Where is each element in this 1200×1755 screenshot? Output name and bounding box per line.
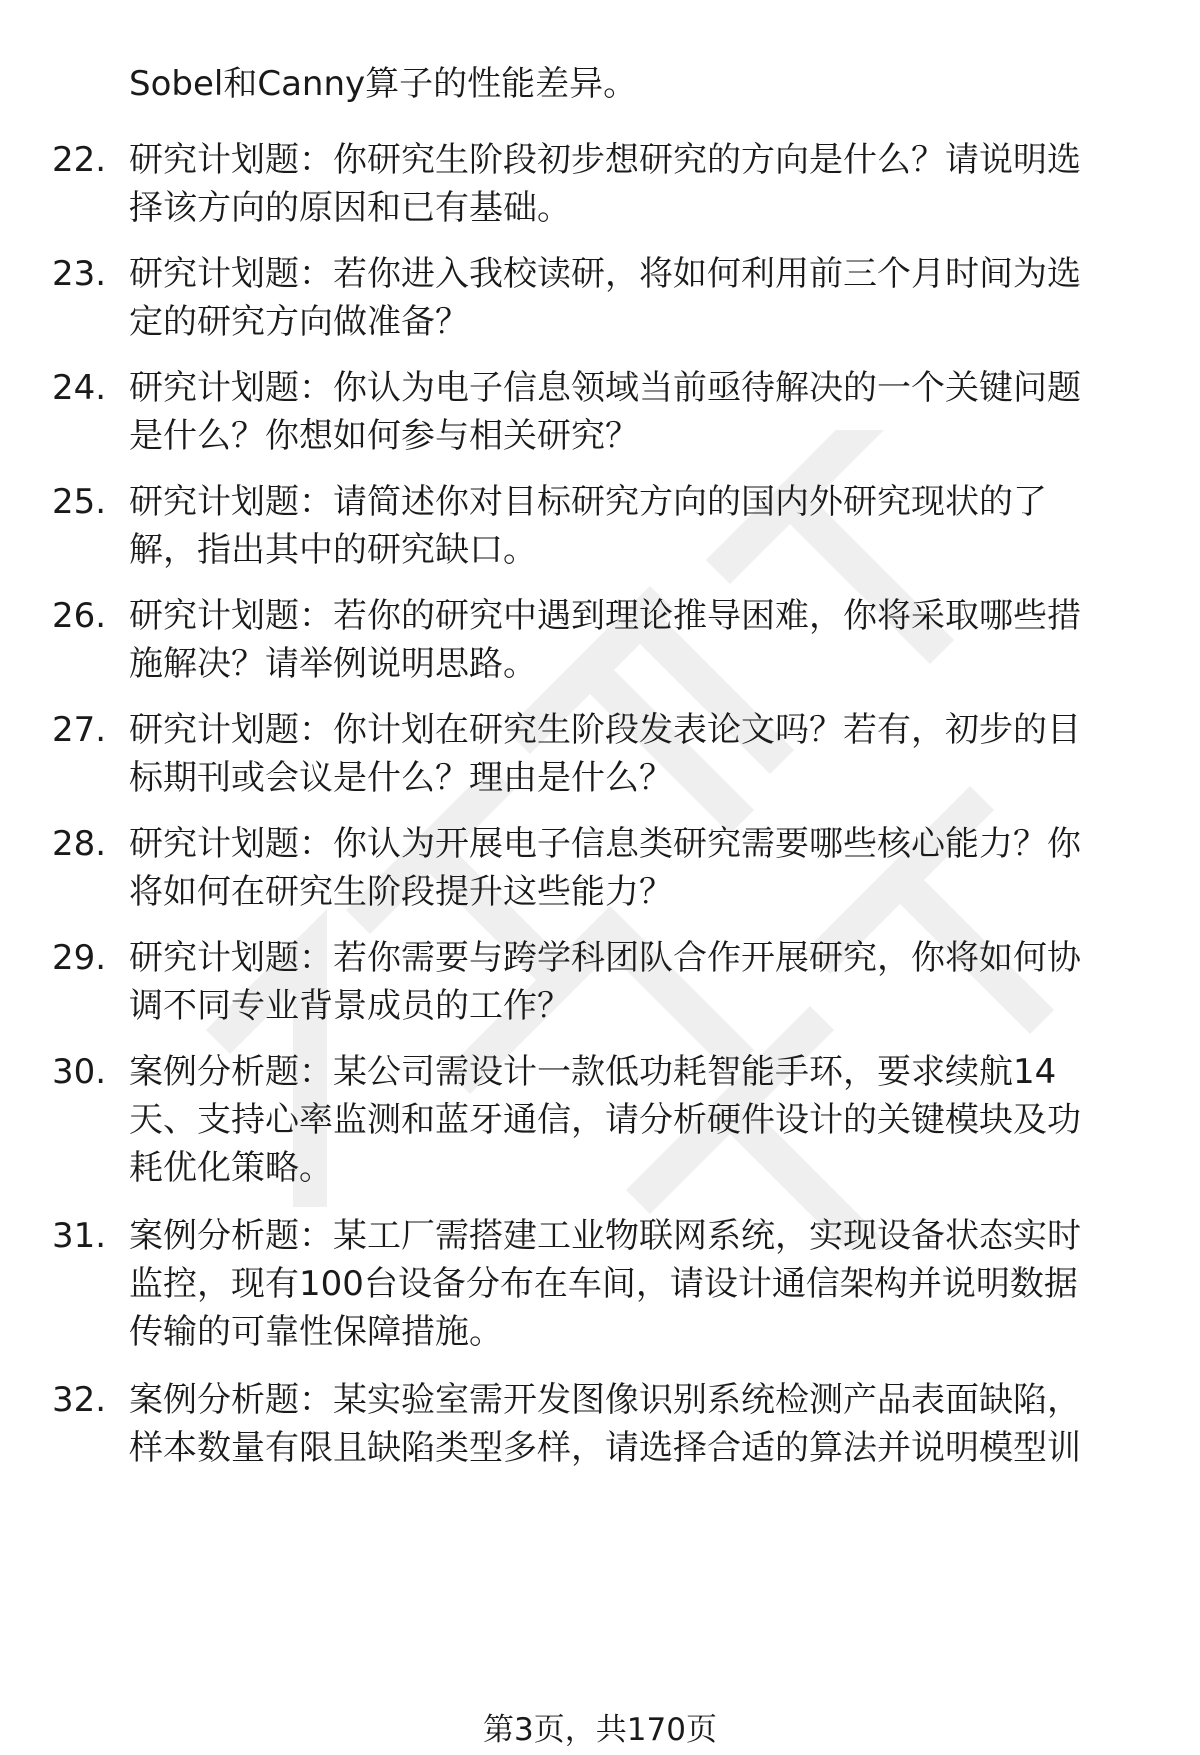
question-number: 27.	[52, 710, 107, 750]
question-text: 研究计划题：你计划在研究生阶段发表论文吗？若有，初步的目 标期刊或会议是什么？理由是什么？	[129, 710, 1081, 798]
question-number: 31.	[52, 1216, 107, 1256]
question-number: 29.	[52, 938, 107, 978]
question-text: 研究计划题：你认为电子信息领域当前亟待解决的一个关键问题 是什么？你想如何参与相关研究？	[129, 368, 1081, 456]
continuation-line: Sobel和Canny算子的性能差异。	[129, 64, 638, 104]
question-number: 28.	[52, 824, 107, 864]
question-number: 26.	[52, 596, 107, 636]
question-text: 案例分析题：某实验室需开发图像识别系统检测产品表面缺陷， 样本数量有限且缺陷类型多样，请选择合适的算法并说明模型训	[129, 1380, 1081, 1468]
question-text: 研究计划题：若你进入我校读研，将如何利用前三个月时间为选 定的研究方向做准备？	[129, 254, 1081, 342]
question-number: 32.	[52, 1380, 107, 1420]
question-number: 24.	[52, 368, 107, 408]
question-text: 案例分析题：某工厂需搭建工业物联网系统，实现设备状态实时 监控，现有100台设备分布在车间，请设计通信架构并说明数据 传输的可靠性保障措施。	[129, 1216, 1081, 1352]
page-footer: 第3页，共170页	[483, 1712, 717, 1748]
question-number: 22.	[52, 140, 107, 180]
question-number: 30.	[52, 1052, 107, 1092]
question-text: 研究计划题：若你的研究中遇到理论推导困难，你将采取哪些措 施解决？请举例说明思路。	[129, 596, 1081, 684]
question-text: 案例分析题：某公司需设计一款低功耗智能手环，要求续航14 天、支持心率监测和蓝牙通信，请分析硬件设计的关键模块及功 耗优化策略。	[129, 1052, 1081, 1188]
question-text: 研究计划题：请简述你对目标研究方向的国内外研究现状的了 解，指出其中的研究缺口。	[129, 482, 1047, 570]
question-number: 25.	[52, 482, 107, 522]
question-text: 研究计划题：你认为开展电子信息类研究需要哪些核心能力？你 将如何在研究生阶段提升这些能力？	[129, 824, 1081, 912]
question-number: 23.	[52, 254, 107, 294]
question-text: 研究计划题：你研究生阶段初步想研究的方向是什么？请说明选 择该方向的原因和已有基础。	[129, 140, 1081, 228]
question-text: 研究计划题：若你需要与跨学科团队合作开展研究，你将如何协 调不同专业背景成员的工作？	[129, 938, 1081, 1026]
